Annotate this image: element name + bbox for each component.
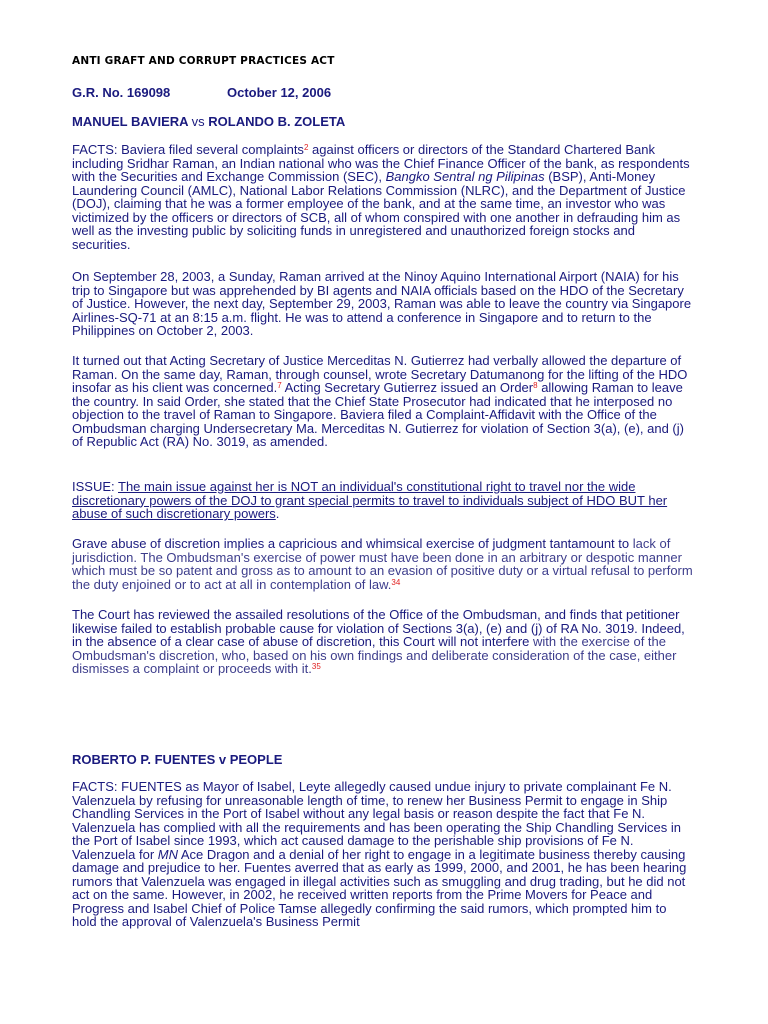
body-paragraph: The Court has reviewed the assailed resolutions of the Office of the Ombudsman, and finds that petitioner likewise failed to establish probable cause for violation of Sections 3(a), (e) and (j) of RA No. 3019. Indeed, in the absence of a clear case of abuse of discretion, this Court will not interfere with the exercise of the Ombudsman's discretion, who, based on his own findings and deliberate consideration of the case, either dismisses a complaint or proceeds with it.$^{35}$ [72,607,685,676]
issue-text: The main issue against her is NOT an individual's constitutional right to travel nor the wide discretionary powers of the DOJ to grant special permits to travel to individuals subject of HDO BUT her abuse of such discretionary powers [72,479,668,521]
footnote-ref: 34 [391,577,401,587]
party-2: ROLANDO B. ZOLETA [208,114,346,129]
facts-paragraph: FACTS: Baviera filed several complaints$^2$ against officers or directors of the Standard Chartered Bank including Sridhar Raman, an Indian national who was the Chief Finance Officer of the bank, as respondents with the Securities and Exchange Commission (SEC), Bangko Sentral ng Pilipinas (BSP), Anti-Money Laundering Council (AMLC), National Labor Relations Commission (NLRC), and the Department of Justice (DOJ), claiming that he was a former employee of the bank, and at the same time, an investor who was victimized by the officers or directors of SCB, all of whom conspired with one another in defrauding him as well as the investing public by soliciting funds in unregistered and unauthorized foreign stocks and securities. [72,142,690,252]
party-1: MANUEL BAVIERA [72,114,189,129]
italic-text: MN [157,846,178,862]
footnote-ref: 8 [533,381,538,390]
body-paragraph: On September 28, 2003, a Sunday, Raman arrived at the Ninoy Aquino International Airport (NAIA) for his trip to Singapore but was apprehended by BI agents and NAIA officials based on the HDO of the Secretary of Justice. However, the next day, September 29, 2003, Raman was able to leave the country via Singapore Airlines-SQ-71 at an 8:15 a.m. flight. He was to attend a conference in Singapore and to return to the Philippines on October 2, 2003. [72,269,692,338]
facts-paragraph: FACTS: FUENTES as Mayor of Isabel, Leyte allegedly caused undue injury to private complainant Fe N. Valenzuela by refusing for unreasonable length of time, to renew her Business Permit to engage in Ship Chandling Services in the Port of Isabel without any legal basis or reason despite the fact that Fe N. Valenzuela has complied with all the requirements and has been operating the Ship Chandling Services in the Port of Isabel since 1993, which act caused damage to the perishable ship provisions of Fe N. Valenzuela for MN Ace Dragon and a denial of her right to engage in a legitimate business thereby causing damage and prejudice to her. Fuentes averred that as early as 1999, 2000, and 2001, he has been hearing rumors that Valenzuela was engaged in illegal activities such as smuggling and drug trading, but he did not act on the same. However, in 2002, he received written reports from the Prime Movers for Peace and Progress and Isabel Chief of Police Tamse allegedly confirming the said rumors, which prompted him to hold the approval of Valenzuela's Business Permit [72,779,687,929]
case-number [72,85,332,100]
gr-number: G.R. No. 169098 [72,85,171,100]
italic-text: Bangko Sentral ng Pilipinas [385,169,545,184]
decision-date: October 12, 2006 [227,85,332,100]
footnote-ref: 35 [311,662,321,671]
body-paragraph: It turned out that Acting Secretary of Justice Merceditas N. Gutierrez had verbally allowed the departure of Raman. On the same day, Raman, through counsel, wrote Secretary Datumanong for the lifting of the HDO insofar as his client was concerned.$^7$ Acting Secretary Gutierrez issued an Order$^8$ allowing Raman to leave the country. In said Order, she stated that the Chief State Prosecutor had indicated that he interposed no objection to the travel of Raman to Singapore. Baviera filed a Complaint-Affidavit with the Office of the Ombudsman charging Undersecretary Ma. Merceditas N. Gutierrez for violation of Section 3(a), (e), and (j) of Republic Act (RA) No. 3019, as amended. [72,353,688,449]
case-title [72,114,345,129]
document-title: ANTI GRAFT AND CORRUPT PRACTICES ACT [72,55,335,67]
issue-paragraph: ISSUE: The main issue against her is NOT an individual's constitutional right to travel nor the wide discretionary powers of the DOJ to grant special permits to travel to individuals subject of HDO BUT her abuse of such discretionary powers. [72,479,668,521]
footnote-ref: 7 [277,381,282,390]
body-paragraph: Grave abuse of discretion implies a capricious and whimsical exercise of judgment tantamount to lack of jurisdiction. The Ombudsman's exercise of power must have been done in an arbitrary or despotic manner which must be so patent and gross as to amount to an evasion of positive duty or a virtual refusal to perform the duty enjoined or to act at all in contemplation of law.$^{34}$ [72,536,693,592]
vs-label: vs [191,114,205,129]
issue-label: ISSUE: [72,479,119,494]
case-title: ROBERTO P. FUENTES v PEOPLE [72,752,283,767]
footnote-ref: 2 [303,143,309,152]
